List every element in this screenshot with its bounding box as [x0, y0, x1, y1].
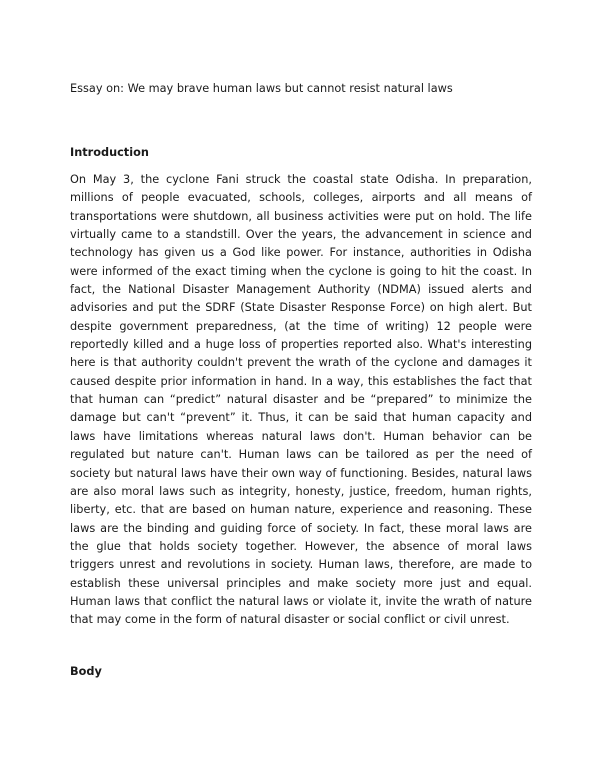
essay-title: Essay on: We may brave human laws but cannot resist natural laws — [70, 82, 453, 95]
introduction-paragraph: On May 3, the cyclone Fani struck the coastal state Odisha. In preparation, millions of people evacuated, schools, colleges, airports and all means of transportations were shutdown, all business activities were put on hold. The life virtually came to a standstill. Over the years, the advancement in science and technology has given us a God like power. For instance, authorities in Odisha were informed of the exact timing when the cyclone is going to hit the coast. In fact, the National Disaster Management Authority (NDMA) issued alerts and advisories and put the SDRF (State Disaster Response Force) on high alert. But despite government preparedness, (at the time of writing) 12 people were reportedly killed and a huge loss of properties reported also. What's interesting here is that authority couldn't prevent the wrath of the cyclone and damages it caused despite prior information in hand. In a way, this establishes the fact that that human can “predict” natural disaster and be “prepared” to minimize the damage but can't “prevent” it. Thus, it can be said that human capacity and laws have limitations whereas natural laws don't. Human behavior can be regulated but nature can't. Human laws can be tailored as per the need of society but natural laws have their own way of functioning. Besides, natural laws are also moral laws such as integrity, honesty, justice, freedom, human rights, liberty, etc. that are based on human nature, experience and reasoning. These laws are the binding and guiding force of society. In fact, these moral laws are the glue that holds society together. However, the absence of moral laws triggers unrest and revolutions in society. Human laws, therefore, are made to establish these universal principles and make society more just and equal. Human laws that conflict the natural laws or violate it, invite the wrath of nature that may come in the form of natural disaster or social conflict or civil unrest. — [70, 173, 532, 627]
introduction-heading: Introduction — [70, 146, 149, 159]
body-heading: Body — [70, 665, 102, 678]
